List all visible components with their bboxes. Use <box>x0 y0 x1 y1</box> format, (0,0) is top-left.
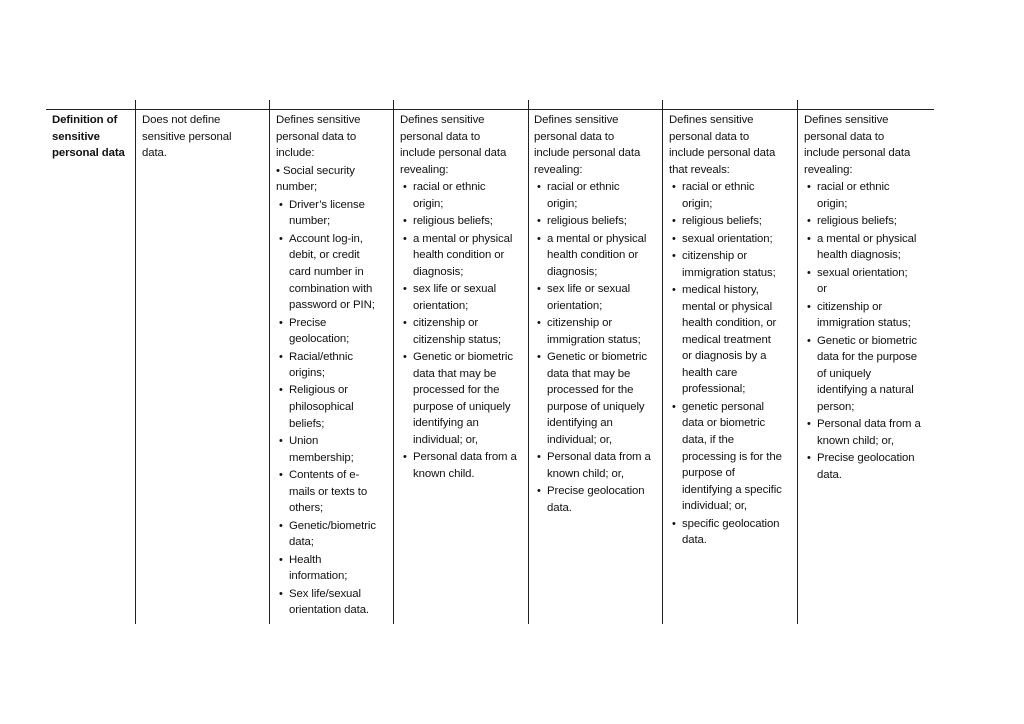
bullet-icon: • <box>807 266 811 279</box>
bullet-item <box>400 179 526 212</box>
table-cell-col-6 <box>804 112 934 483</box>
bullet-item <box>400 231 526 281</box>
bullet-text: Religious or philosophical beliefs; <box>289 384 354 430</box>
table-cell-col-3 <box>400 112 526 483</box>
bullet-item <box>276 518 390 551</box>
bullet-icon: • <box>279 198 283 211</box>
bullet-text: racial or ethnic origin; <box>413 181 486 210</box>
cell-lead-text: Defines sensitive personal data to include personal data revealing: <box>534 114 641 176</box>
bullet-icon: • <box>807 452 811 465</box>
bullet-list <box>669 179 795 549</box>
column-divider <box>393 109 394 624</box>
cell-lead-text: Defines sensitive personal data to include: <box>276 114 361 160</box>
bullet-icon: • <box>672 400 676 413</box>
bullet-icon: • <box>807 300 811 313</box>
bullet-item <box>804 265 934 298</box>
bullet-icon: • <box>537 232 541 245</box>
bullet-text: citizenship or immigration status; <box>682 249 776 279</box>
bullet-icon: • <box>279 435 283 448</box>
column-divider <box>662 109 663 624</box>
bullet-icon: • <box>403 283 407 296</box>
bullet-item <box>276 467 390 517</box>
bullet-text: citizenship or citizenship status; <box>413 317 502 346</box>
bullet-text: Driver’s license number; <box>289 198 365 228</box>
bullet-icon: • <box>279 232 283 245</box>
bullet-text: specific geolocation data. <box>682 517 780 547</box>
bullet-icon: • <box>807 232 811 245</box>
bullet-item <box>534 349 660 449</box>
column-divider <box>135 109 136 624</box>
bullet-icon: • <box>807 418 811 431</box>
bullet-icon: • <box>672 249 676 262</box>
bullet-icon: • <box>403 317 407 330</box>
bullet-text: Union membership; <box>289 435 354 464</box>
bullet-icon: • <box>537 451 541 464</box>
bullet-item <box>400 213 526 230</box>
bullet-icon: • <box>279 350 283 363</box>
bullet-icon: • <box>279 553 283 566</box>
bullet-item <box>669 231 795 248</box>
bullet-item <box>534 281 660 314</box>
bullet-item <box>804 231 934 264</box>
bullet-item <box>534 483 660 516</box>
table-cell-col-5 <box>669 112 795 549</box>
bullet-icon: • <box>672 517 676 530</box>
bullet-item <box>534 231 660 281</box>
bullet-icon: • <box>279 316 283 329</box>
bullet-item <box>804 333 934 416</box>
cell-first-item: • Social security number; <box>276 164 355 194</box>
bullet-text: citizenship or immigration status; <box>547 317 641 346</box>
bullet-icon: • <box>672 283 676 296</box>
bullet-text: Precise geolocation data. <box>547 485 645 515</box>
bullet-text: religious beliefs; <box>413 215 493 228</box>
bullet-text: Sex life/sexual orientation data. <box>289 587 369 617</box>
bullet-text: Precise geolocation data. <box>817 452 915 481</box>
bullet-icon: • <box>537 317 541 330</box>
bullet-item <box>400 281 526 314</box>
bullet-icon: • <box>279 384 283 397</box>
bullet-item <box>276 552 390 585</box>
bullet-list <box>400 179 526 482</box>
bullet-text: citizenship or immigration status; <box>817 300 911 330</box>
bullet-item <box>276 349 390 382</box>
bullet-item <box>534 315 660 348</box>
bullet-text: Genetic/biometric data; <box>289 519 376 549</box>
bullet-icon: • <box>537 215 541 228</box>
bullet-icon: • <box>537 283 541 296</box>
bullet-text: sexual orientation; <box>682 232 773 245</box>
column-divider <box>269 109 270 624</box>
column-divider <box>528 109 529 624</box>
bullet-item <box>669 516 795 549</box>
bullet-icon: • <box>537 181 541 194</box>
bullet-icon: • <box>403 232 407 245</box>
bullet-item <box>276 433 390 466</box>
table-cell-col-4 <box>534 112 660 517</box>
bullet-item <box>804 179 934 212</box>
bullet-item <box>276 231 390 314</box>
bullet-text: a mental or physical health condition or diagnosis; <box>547 232 647 278</box>
bullet-icon: • <box>279 469 283 482</box>
bullet-icon: • <box>672 181 676 194</box>
bullet-text: Account log-in, debit, or credit card number in combination with password or PIN; <box>289 232 375 312</box>
cell-lead-text: Defines sensitive personal data to include personal data revealing: <box>400 114 507 176</box>
bullet-text: medical history, mental or physical health condition, or medical treatment or diagnosis by a health care professional; <box>682 283 777 396</box>
bullet-icon: • <box>403 351 407 364</box>
bullet-icon: • <box>672 215 676 228</box>
bullet-text: Genetic or biometric data that may be processed for the purpose of uniquely identifying an individual; or, <box>547 351 647 447</box>
bullet-text: Personal data from a known child; or, <box>547 451 651 481</box>
bullet-item <box>669 399 795 515</box>
cell-lead-text: Defines sensitive personal data to include personal data that reveals: <box>669 114 776 176</box>
bullet-item <box>276 315 390 348</box>
bullet-item <box>804 299 934 332</box>
bullet-item <box>400 315 526 348</box>
bullet-text: genetic personal data or biometric data, if the processing is for the purpose of identifying a specific individual; or, <box>682 400 782 513</box>
row-header-label: Definition of sensitive personal data <box>52 114 125 160</box>
bullet-item <box>276 586 390 619</box>
table-top-rule <box>46 109 934 110</box>
bullet-icon: • <box>403 215 407 228</box>
bullet-item <box>669 248 795 281</box>
bullet-text: racial or ethnic origin; <box>547 181 620 210</box>
bullet-item <box>804 213 934 230</box>
bullet-list <box>276 197 390 619</box>
bullet-item <box>669 179 795 212</box>
bullet-text: Personal data from a known child; or, <box>817 418 921 447</box>
bullet-icon: • <box>672 232 676 245</box>
bullet-text: Precise geolocation; <box>289 316 350 346</box>
bullet-item <box>276 197 390 230</box>
bullet-text: Contents of e- mails or texts to others; <box>289 469 368 515</box>
cell-lead-text: Defines sensitive personal data to include personal data revealing: <box>804 114 911 176</box>
bullet-icon: • <box>279 587 283 600</box>
bullet-text: sex life or sexual orientation; <box>413 283 497 312</box>
bullet-text: sexual orientation; or <box>817 266 908 296</box>
bullet-text: religious beliefs; <box>817 215 897 228</box>
bullet-icon: • <box>807 215 811 228</box>
bullet-item <box>534 213 660 230</box>
bullet-icon: • <box>279 519 283 532</box>
bullet-item <box>669 213 795 230</box>
bullet-icon: • <box>537 485 541 498</box>
bullet-icon: • <box>807 181 811 194</box>
bullet-list <box>534 179 660 516</box>
bullet-text: racial or ethnic origin; <box>682 181 755 210</box>
bullet-text: Health information; <box>289 553 348 583</box>
table-cell-col-1 <box>142 112 266 162</box>
bullet-text: Genetic or biometric data for the purpose of uniquely identifying a natural person; <box>817 334 917 413</box>
bullet-text: a mental or physical health condition or diagnosis; <box>413 232 513 278</box>
column-divider <box>797 109 798 624</box>
bullet-item <box>669 282 795 398</box>
bullet-text: religious beliefs; <box>547 215 627 228</box>
bullet-item <box>804 416 934 449</box>
bullet-text: religious beliefs; <box>682 215 762 228</box>
bullet-text: sex life or sexual orientation; <box>547 283 631 312</box>
bullet-item <box>400 449 526 482</box>
bullet-text: Genetic or biometric data that may be processed for the purpose of uniquely identifying an individual; or, <box>413 351 513 447</box>
bullet-item <box>804 450 934 483</box>
cell-lead-text: Does not define sensitive personal data. <box>142 114 232 160</box>
bullet-item <box>534 449 660 482</box>
bullet-icon: • <box>403 181 407 194</box>
bullet-item <box>276 382 390 432</box>
bullet-item <box>400 349 526 449</box>
bullet-icon: • <box>537 351 541 364</box>
row-header-cell <box>52 112 132 162</box>
table-cell-col-2 <box>276 112 390 619</box>
bullet-item <box>534 179 660 212</box>
bullet-text: racial or ethnic origin; <box>817 181 890 210</box>
bullet-list <box>804 179 934 483</box>
bullet-icon: • <box>403 451 407 464</box>
bullet-text: a mental or physical health diagnosis; <box>817 232 917 262</box>
bullet-text: Personal data from a known child. <box>413 451 517 481</box>
bullet-icon: • <box>807 334 811 347</box>
bullet-text: Racial/ethnic origins; <box>289 350 353 380</box>
